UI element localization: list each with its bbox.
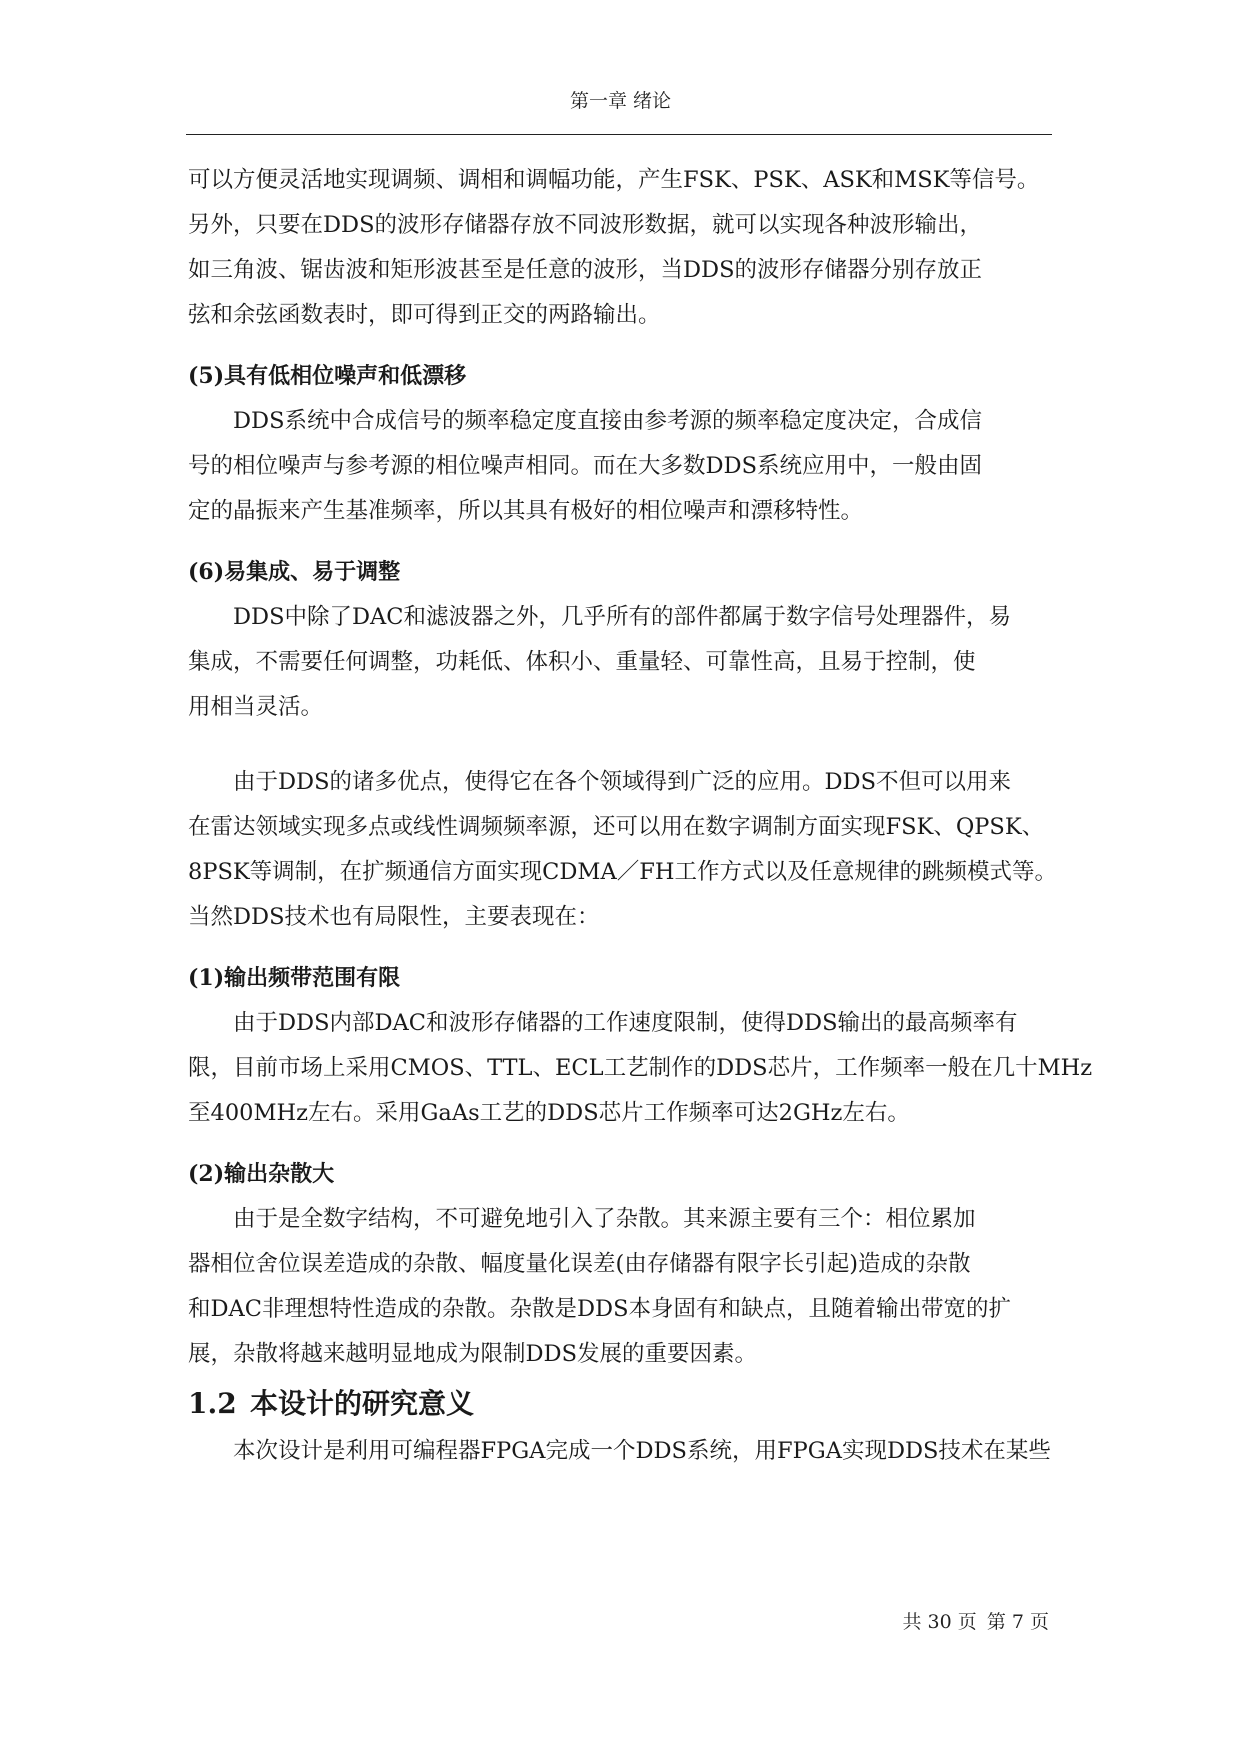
text-line: DDS中除了DAC和滤波器之外，几乎所有的部件都属于数字信号处理器件，易 <box>233 604 1011 630</box>
text-line: 限，目前市场上采用CMOS、TTL、ECL工艺制作的DDS芯片，工作频率一般在几十MHz <box>188 1055 1093 1081</box>
text-line: 在雷达领域实现多点或线性调频频率源，还可以用在数字调制方面实现FSK、QPSK、 <box>188 814 1045 840</box>
section-title-text: 本设计的研究意义 <box>250 1387 475 1420</box>
subheading-spurious: (2)输出杂散大 <box>188 1161 335 1187</box>
text-line: 定的晶振来产生基准频率，所以其具有极好的相位噪声和漂移特性。 <box>188 498 864 524</box>
header-rule <box>186 134 1052 135</box>
paragraph-low-phase-noise <box>188 399 1064 534</box>
section-title <box>188 1379 1064 1429</box>
current-page: 第 7 页 <box>986 1611 1049 1633</box>
section-number: 1.2 <box>188 1387 237 1420</box>
subheading-easy-integration: (6)易集成、易于调整 <box>188 559 401 585</box>
text-line: 弦和余弦函数表时，即可得到正交的两路输出。 <box>188 302 661 328</box>
text-line: 当然DDS技术也有局限性，主要表现在： <box>188 904 600 930</box>
paragraph-spurious <box>188 1197 1064 1377</box>
page-footer <box>899 1607 1049 1634</box>
text-line: 由于DDS的诸多优点，使得它在各个领域得到广泛的应用。DDS不但可以用来 <box>233 769 1011 795</box>
text-line: 用相当灵活。 <box>188 694 324 720</box>
text-line: 展，杂散将越来越明显地成为限制DDS发展的重要因素。 <box>188 1341 757 1367</box>
paragraph-applications <box>188 760 1064 940</box>
running-header: 第一章 绪论 <box>569 90 672 112</box>
paragraph-research-significance <box>188 1429 1064 1474</box>
text-line: 另外，只要在DDS的波形存储器存放不同波形数据，就可以实现各种波形输出， <box>188 212 982 238</box>
text-line: 如三角波、锯齿波和矩形波甚至是任意的波形，当DDS的波形存储器分别存放正 <box>188 257 982 283</box>
text-line: 和DAC非理想特性造成的杂散。杂散是DDS本身固有和缺点，且随着输出带宽的扩 <box>188 1296 1011 1322</box>
total-pages: 共 30 页 <box>902 1611 977 1633</box>
text-line: 器相位舍位误差造成的杂散、幅度量化误差(由存储器有限字长引起)造成的杂散 <box>188 1251 971 1277</box>
paragraph-modulation <box>188 158 1064 338</box>
text-line: 集成，不需要任何调整，功耗低、体积小、重量轻、可靠性高，且易于控制，使 <box>188 649 976 675</box>
text-line: 由于是全数字结构，不可避免地引入了杂散。其来源主要有三个：相位累加 <box>233 1206 976 1232</box>
text-line: 号的相位噪声与参考源的相位噪声相同。而在大多数DDS系统应用中，一般由固 <box>188 453 982 479</box>
body-content <box>188 158 1093 1474</box>
paragraph-limited-band <box>188 1001 1093 1136</box>
subheading-limited-band: (1)输出频带范围有限 <box>188 965 401 991</box>
text-line: DDS系统中合成信号的频率稳定度直接由参考源的频率稳定度决定，合成信 <box>233 408 982 434</box>
paragraph-easy-integration <box>188 595 1064 730</box>
text-line: 8PSK等调制，在扩频通信方面实现CDMA／FH工作方式以及任意规律的跳频模式等。 <box>188 859 1057 885</box>
text-line: 可以方便灵活地实现调频、调相和调幅功能，产生FSK、PSK、ASK和MSK等信号。 <box>188 167 1040 193</box>
subheading-low-phase-noise: (5)具有低相位噪声和低漂移 <box>188 363 467 389</box>
text-line: 本次设计是利用可编程器FPGA完成一个DDS系统，用FPGA实现DDS技术在某些 <box>233 1438 1051 1464</box>
text-line: 由于DDS内部DAC和波形存储器的工作速度限制，使得DDS输出的最高频率有 <box>233 1010 1018 1036</box>
text-line: 至400MHz左右。采用GaAs工艺的DDS芯片工作频率可达2GHz左右。 <box>188 1100 910 1126</box>
